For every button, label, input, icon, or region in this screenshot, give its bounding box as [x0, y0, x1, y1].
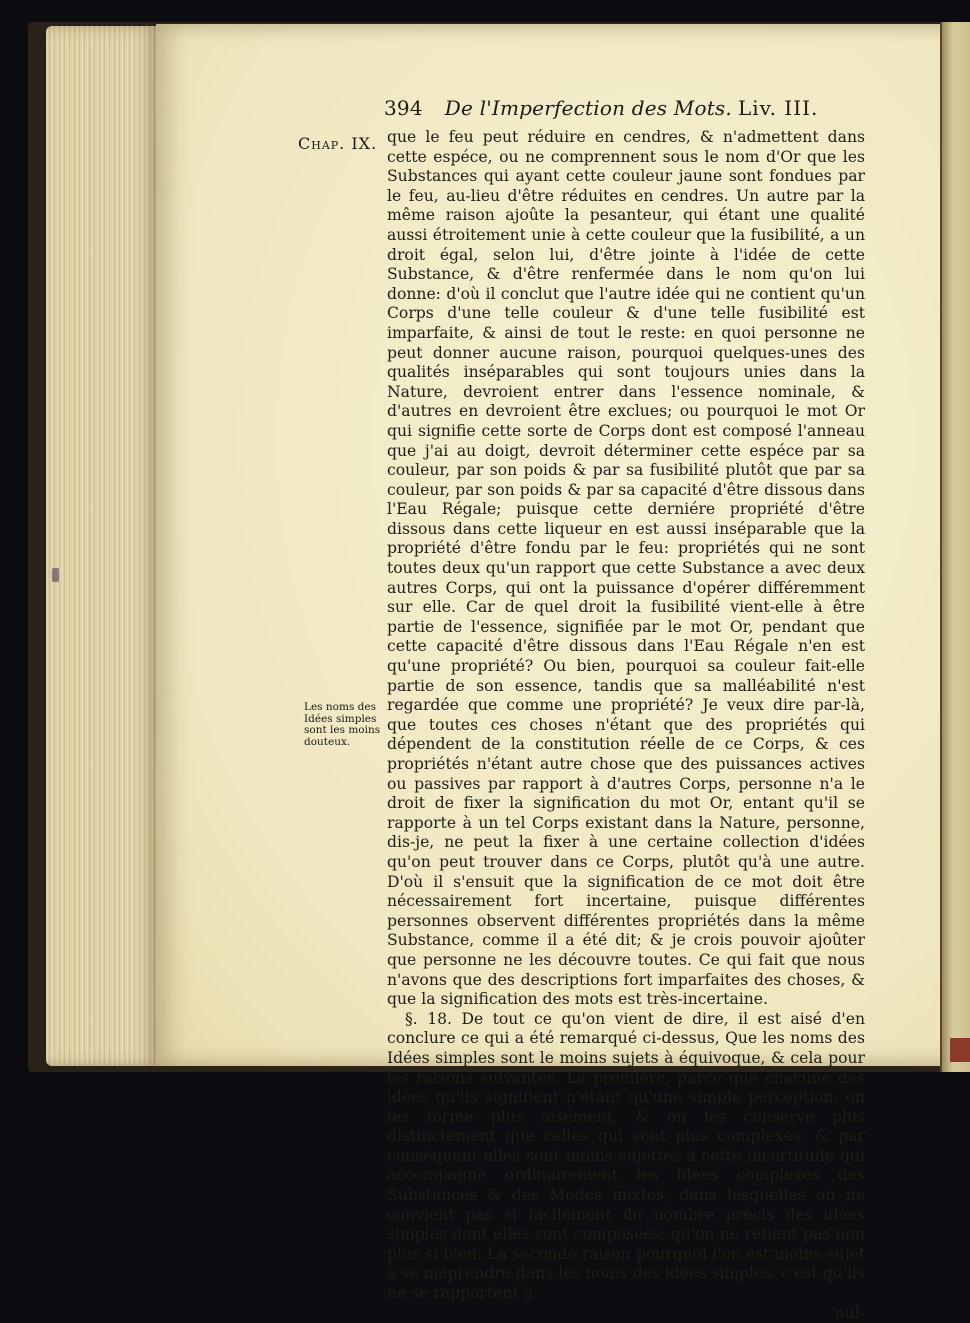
- paragraph-section-18: §. 18. De tout ce qu'on vient de dire, il est aisé d'en conclure ce qui a été remarqué ci-dessus, Que les noms des Idées simples sont le moins sujets à équivoque, & cela pour les raisons suivantes. La premiére, parce que chacune des idées qu'ils signifient n'étant qu'une simple perception, on les forme plus aisément, & on les conserve plus distinctement que celles qui sont plus complexes; & par conséquent elles sont moins sujettes à cette incertitude qui accompagne ordinairement les idées complexes des Substances & des Modes mixtes, dans lesquelles on ne convient pas si facilement du nombre précis des idées simples dont elles sont composées, qu'on ne retient pas non plus si bien. La seconde raison pourquoi l'on est moins sujet à se méprendre dans les noms des idées simples, c'est qu'ils ne se rapportent à: [387, 1009, 865, 1303]
- running-head: [384, 96, 819, 120]
- paragraph-1: que le feu peut réduire en cendres, & n'admettent dans cette espéce, ou ne comprennent sous le nom d'Or que les Substances qui ayant cette couleur jaune sont fondues par le feu, au-lieu d'être réduites en cendres. Un autre par la même raison ajoûte la pesanteur, qui étant une qualité aussi étroitement unie à cette couleur que la fusibilité, a un droit égal, selon lui, d'être jointe à l'idée de cette Substance, & d'être renfermée dans le nom qu'on lui donne: d'où il conclut que l'autre idée qui ne contient qu'un Corps d'une telle couleur & d'une telle fusibilité est imparfaite, & ainsi de tout le reste: en quoi personne ne peut donner aucune raison, pourquoi quelques-unes des qualités inséparables qui sont toujours unies dans la Nature, devroient entrer dans l'essence nominale, & d'autres en devroient être exclues; ou pourquoi le mot Or qui signifie cette sorte de Corps dont est composé l'anneau que j'ai au doigt, devroit déterminer cette espéce par sa couleur, par son poids & par sa fusibilité plutôt que par sa couleur, par son poids & par sa capacité d'être dissous dans l'Eau Régale; puisque cette derniére propriété d'être dissous dans cette liqueur en est aussi inséparable que la propriété d'être fondu par le feu: propriétés qui ne sont toutes deux qu'un rapport que cette Substance a avec deux autres Corps, qui ont la puissance d'opérer différemment sur elle. Car de quel droit la fusibilité vient-elle à être partie de l'essence, signifiée par le mot Or, pendant que cette capacité d'être dissous dans l'Eau Régale n'en est qu'une propriété? Ou bien, pourquoi sa couleur fait-elle partie de son essence, tandis que sa malléabilité n'est regardée que comme une propriété? Je veux dire par-là, que toutes ces choses n'étant que des propriétés qui dépendent de la constitution réelle de ce Corps, & ces propriétés n'étant autre chose que des puissances actives ou passives par rapport à d'autres Corps, personne n'a le droit de fixer la signification du mot Or, entant qu'il se rapporte à un tel Corps existant dans la Nature, personne, dis-je, ne peut la fixer à une certaine collection d'idées qu'on peut trouver dans ce Corps, plutôt qu'à une autre. D'où il s'ensuit que la signification de ce mot doit être nécessairement fort incertaine, puisque différentes personnes observent différentes propriétés dans la même Substance, comme il a été dit; & je crois pouvoir ajoûter que personne ne les découvre toutes. Ce qui fait que nous n'avons que des descriptions fort imparfaites des choses, & que la signification des mots est très-incertaine.: [387, 128, 865, 1009]
- catchword: nul-: [834, 1303, 865, 1322]
- page-edges: [46, 26, 158, 1066]
- facing-page-edge: [940, 22, 970, 1072]
- body-text: [387, 128, 865, 1323]
- chapter-label: Chap. IX.: [298, 134, 378, 153]
- running-title: De l'Imperfection des Mots.: [444, 96, 732, 120]
- page-number: 394: [384, 96, 423, 120]
- red-corner-mark: [950, 1038, 970, 1062]
- marginal-note: Les noms des Idées simples sont les moins douteux.: [304, 701, 381, 748]
- ink-smudge: [52, 568, 59, 582]
- book-number: Liv. III.: [737, 96, 819, 120]
